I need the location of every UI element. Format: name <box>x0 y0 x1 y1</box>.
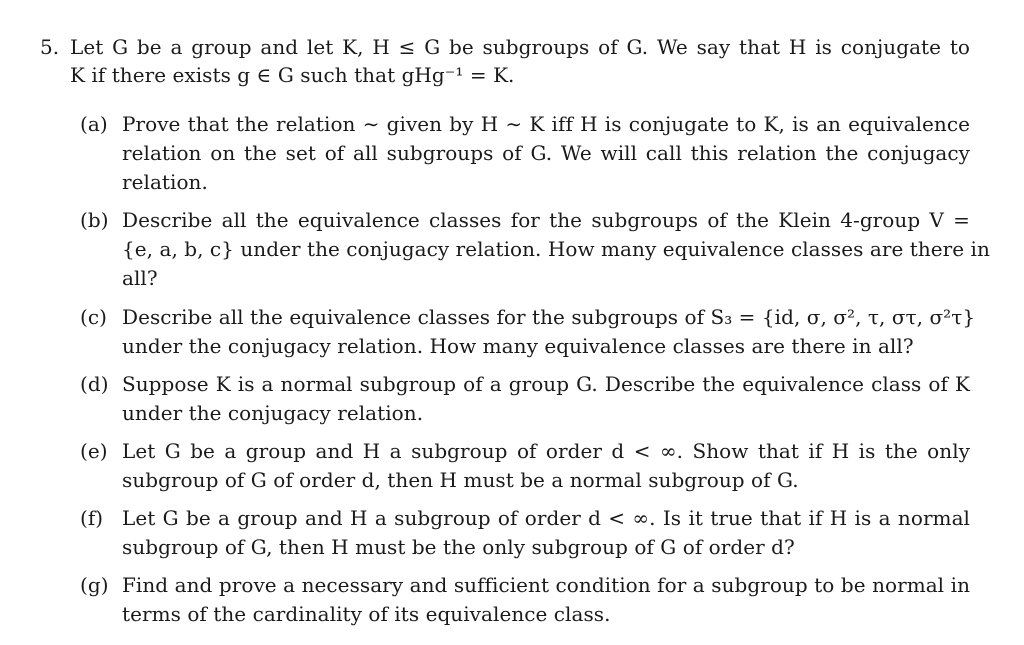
part-a-label: (a) <box>80 112 108 136</box>
part-b-label: (b) <box>80 208 109 232</box>
part-a-line-2: relation on the set of all subgroups of G. We will call this relation the conjugacy <box>122 141 970 165</box>
intro-line-1: Let G be a group and let K, H ≤ G be subgroups of G. We say that H is conjugate to <box>70 35 970 59</box>
intro-line-2: K if there exists g ∈ G such that gHg⁻¹ = K. <box>70 63 515 87</box>
part-b-line-1: Describe all the equivalence classes for the subgroups of the Klein 4-group V = <box>122 208 970 232</box>
part-d-line-2: under the conjugacy relation. <box>122 401 424 425</box>
part-g-line-2: terms of the cardinality of its equivalence class. <box>122 602 611 626</box>
part-c-line-2: under the conjugacy relation. How many equivalence classes are there in all? <box>122 334 914 358</box>
part-a-line-3: relation. <box>122 170 208 194</box>
part-e-line-2: subgroup of G of order d, then H must be a normal subgroup of G. <box>122 468 799 492</box>
part-e-line-1: Let G be a group and H a subgroup of order d < ∞. Show that if H is the only <box>122 439 970 463</box>
part-b-line-3: all? <box>122 266 158 290</box>
part-g-label: (g) <box>80 573 109 597</box>
part-e-label: (e) <box>80 439 108 463</box>
problem-number: 5. <box>40 35 60 59</box>
part-c-line-1: Describe all the equivalence classes for the subgroups of S₃ = {id, σ, σ², τ, στ, σ²τ} <box>122 305 976 329</box>
part-f-line-1: Let G be a group and H a subgroup of order d < ∞. Is it true that if H is a normal <box>122 506 970 530</box>
part-g-line-1: Find and prove a necessary and sufficient condition for a subgroup to be normal in <box>122 573 970 597</box>
part-f-label: (f) <box>80 506 104 530</box>
part-c-label: (c) <box>80 305 107 329</box>
part-d-line-1: Suppose K is a normal subgroup of a group G. Describe the equivalence class of K <box>122 372 970 396</box>
part-f-line-2: subgroup of G, then H must be the only subgroup of G of order d? <box>122 535 795 559</box>
part-a-line-1: Prove that the relation ∼ given by H ∼ K iff H is conjugate to K, is an equivalence <box>122 112 970 136</box>
part-b-line-2: {e, a, b, c} under the conjugacy relation. How many equivalence classes are there in <box>122 237 990 261</box>
part-d-label: (d) <box>80 372 109 396</box>
